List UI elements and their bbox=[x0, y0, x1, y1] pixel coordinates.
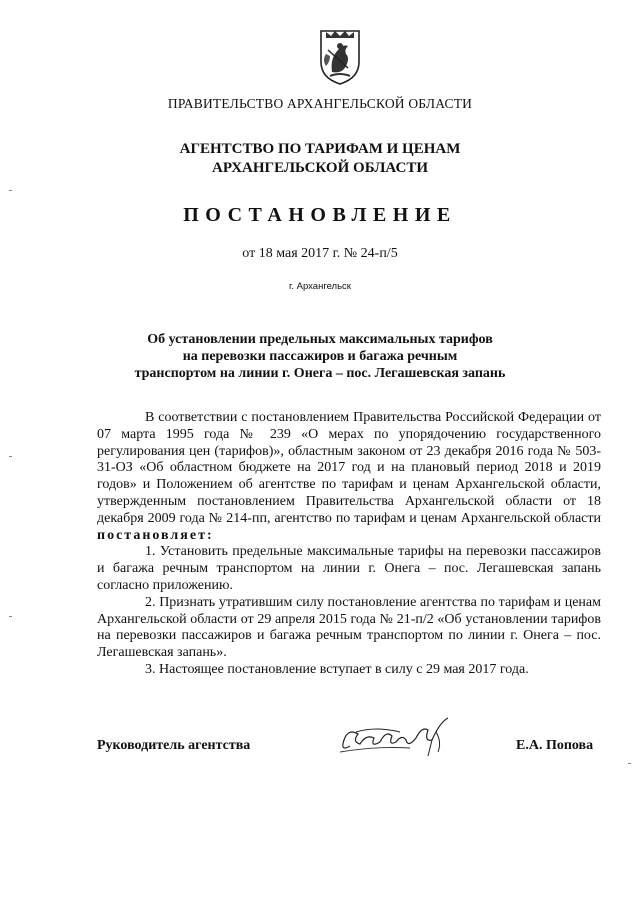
document-body bbox=[97, 410, 601, 679]
handwritten-signature bbox=[336, 712, 456, 764]
preamble-paragraph bbox=[97, 410, 601, 544]
subject-line1: Об установлении предельных максимальных тарифов bbox=[147, 332, 493, 347]
document-type-title: ПОСТАНОВЛЕНИЕ bbox=[183, 204, 457, 226]
agency-name-line1: АГЕНТСТВО ПО ТАРИФАМ И ЦЕНАМ bbox=[179, 141, 461, 157]
agency-name bbox=[0, 140, 640, 178]
item-3-paragraph: 3. Настоящее постановление вступает в силу с 29 мая 2017 года. bbox=[145, 661, 529, 677]
decrees-keyword: постановляет: bbox=[97, 527, 214, 543]
document-date-number: от 18 мая 2017 г. № 24-п/5 bbox=[242, 246, 398, 261]
scan-mark bbox=[9, 456, 12, 457]
agency-name-line2: АРХАНГЕЛЬСКОЙ ОБЛАСТИ bbox=[212, 160, 428, 176]
subject-line3: транспортом на линии г. Онега – пос. Легашевская запань bbox=[134, 366, 506, 381]
subject-line2: на перевозки пассажиров и багажа речным bbox=[182, 349, 458, 364]
document-subject bbox=[0, 331, 640, 382]
scan-mark bbox=[9, 616, 12, 617]
preamble-text: В соответствии с постановлением Правительства Российской Федерации от 07 марта 1995 года № 239 «О мерах по упорядочению государственного регулирования цен (тарифов)», областным законом от 23 декабря 2016 года № 503-31-ОЗ «Об областном бюджете на 2017 год и на плановый период 2018 и 2019 годов» и Положением об агентстве по тарифам и ценам Архангельской области, утвержденным постановлением Правительства Архангельской области от 18 декабря 2009 года № 214-пп, агентство по тарифам и ценам Архангельской области bbox=[97, 410, 601, 526]
signatory-position: Руководитель агентства bbox=[97, 738, 251, 753]
coat-of-arms-emblem bbox=[318, 28, 362, 86]
government-header: ПРАВИТЕЛЬСТВО АРХАНГЕЛЬСКОЙ ОБЛАСТИ bbox=[167, 96, 473, 111]
document-city: г. Архангельск bbox=[289, 281, 351, 292]
item-1-paragraph: 1. Установить предельные максимальные тарифы на перевозки пассажиров и багажа речным транспортом на линии г. Онега – пос. Легашевская запань согласно приложению. bbox=[97, 544, 601, 593]
scan-mark bbox=[628, 763, 631, 764]
scan-mark bbox=[9, 190, 12, 191]
signatory-name: Е.А. Попова bbox=[516, 738, 594, 753]
item-2-paragraph: 2. Признать утратившим силу постановление агентства по тарифам и ценам Архангельской области от 29 апреля 2015 года № 21-п/2 «Об установлении тарифов на перевозки пассажиров и багажа речным транспортом по линии г. Онега – пос. Легашевская запань». bbox=[97, 594, 601, 661]
